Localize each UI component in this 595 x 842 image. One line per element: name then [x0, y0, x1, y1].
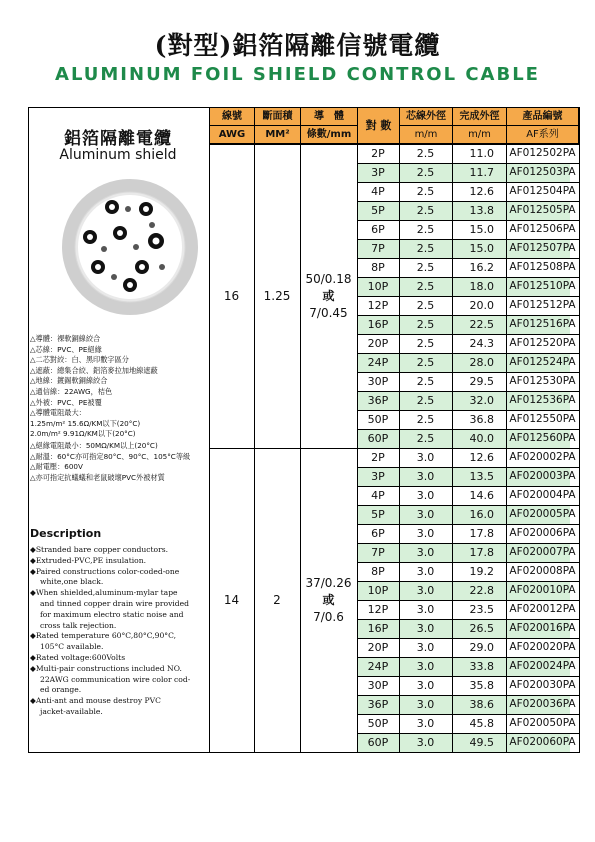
spec-item: △外被：PVC、PE被覆 [30, 397, 102, 407]
core-diameter-cell: 3.0 [416, 451, 435, 464]
outer-diameter-cell: 16.2 [469, 261, 494, 274]
product-code-cell: AF012503PA [509, 166, 576, 178]
grid-line [357, 638, 580, 639]
product-code-cell: AF012502PA [509, 147, 576, 159]
outer-diameter-cell: 35.8 [469, 679, 494, 692]
core-diameter-cell: 2.5 [416, 356, 435, 369]
description-text: white,one black. [40, 577, 104, 587]
grid-line [357, 239, 580, 240]
grid-line [357, 182, 580, 183]
header-mm2-top: 斷面積 [254, 107, 301, 126]
pairs-cell: 30P [367, 375, 389, 388]
description-heading: Description [30, 527, 102, 540]
description-text: jacket-available. [40, 706, 103, 716]
description-text: Stranded bare copper conductors. [35, 545, 169, 554]
pairs-cell: 16P [367, 622, 389, 635]
grid-line [357, 695, 580, 696]
core-diameter-cell: 2.5 [416, 375, 435, 388]
product-code-cell: AF012512PA [509, 299, 576, 311]
description-text: 105°C available. [40, 642, 104, 652]
grid-line [357, 258, 580, 259]
outer-diameter-cell: 45.8 [469, 717, 494, 730]
outer-diameter-cell: 32.0 [469, 394, 494, 407]
description-text: Paired constructions color-coded-one [35, 566, 180, 576]
header-core: m/m [399, 125, 453, 144]
core-diameter-cell: 2.5 [416, 337, 435, 350]
header-code-top: 產品編號 [506, 107, 579, 126]
grid-line [357, 733, 580, 734]
outer-diameter-cell: 11.0 [469, 147, 494, 160]
outer-diameter-cell: 38.6 [469, 698, 494, 711]
pairs-cell: 8P [371, 261, 385, 274]
grid-line [357, 562, 580, 563]
core-diameter-cell: 3.0 [416, 679, 435, 692]
spec-item: △耐電壓：600V [30, 462, 83, 472]
grid-line [357, 220, 580, 221]
core-diameter-cell: 2.5 [416, 147, 435, 160]
product-code-cell: AF020020PA [509, 641, 576, 653]
grid-line [357, 429, 580, 430]
awg-cell: 14 [223, 592, 240, 607]
description-text: When shielded,aluminum-mylar tape [35, 588, 178, 598]
grid-line [254, 107, 255, 752]
outer-diameter-cell: 16.0 [469, 508, 494, 521]
grid-line [357, 714, 580, 715]
grid-line [357, 353, 580, 354]
pairs-cell: 36P [367, 698, 389, 711]
pairs-cell: 2P [371, 451, 385, 464]
outer-diameter-cell: 29.0 [469, 641, 494, 654]
outer-diameter-cell: 26.5 [469, 622, 494, 635]
grid-line [357, 391, 580, 392]
product-code-cell: AF012506PA [509, 223, 576, 235]
spec-item: △絕緣電阻最小：50MΩ/KM以上(20°C) [30, 440, 158, 450]
conductor-spec: 7/0.45 [309, 305, 348, 320]
core-diameter-cell: 2.5 [416, 166, 435, 179]
product-code-cell: AF020050PA [509, 717, 576, 729]
spec-item: △二芯對絞：白、黑印數字區分 [30, 355, 129, 365]
pairs-cell: 24P [367, 660, 389, 673]
description-text: ed orange. [40, 685, 82, 695]
core-diameter-cell: 3.0 [416, 660, 435, 673]
grid-line [357, 505, 580, 506]
product-code-cell: AF020006PA [509, 527, 576, 539]
outer-diameter-cell: 29.5 [469, 375, 494, 388]
grid-line [209, 144, 580, 145]
core-diameter-cell: 2.5 [416, 261, 435, 274]
outer-diameter-cell: 13.5 [469, 470, 494, 483]
product-code-cell: AF020012PA [509, 603, 576, 615]
outer-diameter-cell: 12.6 [469, 185, 494, 198]
pairs-cell: 3P [371, 166, 385, 179]
spec-item: △耐溫：60°C亦可指定80°C、90°C、105°C等級 [30, 451, 191, 461]
pairs-cell: 50P [367, 717, 389, 730]
grid-line [357, 467, 580, 468]
product-code-cell: AF012508PA [509, 261, 576, 273]
header-od-top: 完成外徑 [452, 107, 507, 126]
pairs-cell: 6P [371, 223, 385, 236]
spec-item: △地線：鍍錫軟銅線絞合 [30, 376, 108, 386]
diamond-bullet-icon: ◆ [30, 631, 36, 641]
core-diameter-cell: 3.0 [416, 622, 435, 635]
pairs-cell: 36P [367, 394, 389, 407]
pairs-cell: 30P [367, 679, 389, 692]
description-text: cross talk rejection. [40, 620, 117, 630]
diamond-bullet-icon: ◆ [30, 555, 36, 565]
product-code-cell: AF020003PA [509, 470, 576, 482]
diamond-bullet-icon: ◆ [30, 545, 36, 554]
conductor-cell [300, 448, 357, 752]
header-code: AF系列 [506, 125, 579, 144]
spec-item: △遮蔽：總集合絞、鋁箔麥拉加地線遮蔽 [30, 365, 158, 375]
pairs-cell: 60P [367, 736, 389, 749]
pairs-cell: 5P [371, 204, 385, 217]
pairs-cell: 20P [367, 641, 389, 654]
outer-diameter-cell: 12.6 [469, 451, 494, 464]
description-text: Rated temperature 60°C,80°C,90°C, [35, 631, 177, 641]
core-diameter-cell: 3.0 [416, 489, 435, 502]
pairs-cell: 5P [371, 508, 385, 521]
spec-item: △亦可指定抗蟻蟻和老鼠破壞PVC外被材質 [30, 472, 165, 482]
page-title: (對型)鋁箔隔離信號電纜 [154, 31, 441, 60]
outer-diameter-cell: 23.5 [469, 603, 494, 616]
spec-item: 1.25m/m² 15.6Ω/KM以下(20°C) [30, 418, 141, 428]
product-code-cell: AF012560PA [509, 432, 576, 444]
panel-subtitle: Aluminum shield [59, 147, 177, 163]
product-code-cell: AF012536PA [509, 394, 576, 406]
grid-line [209, 107, 580, 108]
diamond-bullet-icon: ◆ [30, 588, 36, 598]
core-diameter-cell: 3.0 [416, 508, 435, 521]
conductor-spec: 50/0.18 [305, 271, 352, 286]
pairs-cell: 6P [371, 527, 385, 540]
core-diameter-cell: 2.5 [416, 432, 435, 445]
pairs-cell: 10P [367, 584, 389, 597]
core-diameter-cell: 3.0 [416, 470, 435, 483]
grid-line [357, 657, 580, 658]
product-code-cell: AF020036PA [509, 698, 576, 710]
outer-diameter-cell: 13.8 [469, 204, 494, 217]
outer-diameter-cell: 19.2 [469, 565, 494, 578]
product-code-cell: AF020010PA [509, 584, 576, 596]
product-code-cell: AF012507PA [509, 242, 576, 254]
diamond-bullet-icon: ◆ [30, 566, 36, 576]
pairs-cell: 7P [371, 546, 385, 559]
grid-line [357, 676, 580, 677]
header-awg-top: 線號 [209, 107, 255, 126]
pairs-cell: 4P [371, 489, 385, 502]
grid-line [357, 315, 580, 316]
left-panel-border [28, 107, 210, 753]
grid-line [357, 410, 580, 411]
outer-diameter-cell: 15.0 [469, 242, 494, 255]
description-text: and tinned copper drain wire provided [40, 598, 190, 608]
product-code-cell: AF012505PA [509, 204, 576, 216]
product-code-cell: AF020005PA [509, 508, 576, 520]
outer-diameter-cell: 18.0 [469, 280, 494, 293]
diamond-bullet-icon: ◆ [30, 652, 36, 662]
product-code-cell: AF020007PA [509, 546, 576, 558]
core-diameter-cell: 3.0 [416, 717, 435, 730]
product-code-cell: AF020016PA [509, 622, 576, 634]
outer-diameter-cell: 11.7 [469, 166, 494, 179]
product-code-cell: AF012510PA [509, 280, 576, 292]
pairs-cell: 50P [367, 413, 389, 426]
conductor-cell [300, 144, 357, 448]
diamond-bullet-icon: ◆ [30, 696, 36, 706]
grid-line [357, 277, 580, 278]
conductor-spec: 或 [322, 288, 335, 303]
description-text: Anti-ant and mouse destroy PVC [35, 696, 161, 706]
core-diameter-cell: 2.5 [416, 318, 435, 331]
grid-line [357, 163, 580, 164]
outer-diameter-cell: 14.6 [469, 489, 494, 502]
core-diameter-cell: 3.0 [416, 698, 435, 711]
header-core-top: 芯線外徑 [399, 107, 453, 126]
outer-diameter-cell: 33.8 [469, 660, 494, 673]
product-code-cell: AF012516PA [509, 318, 576, 330]
spec-item: △芯線：PVC、PE絕緣 [30, 344, 102, 354]
pairs-cell: 20P [367, 337, 389, 350]
product-code-cell: AF012550PA [509, 413, 576, 425]
pairs-cell: 7P [371, 242, 385, 255]
pairs-cell: 8P [371, 565, 385, 578]
product-code-cell: AF012520PA [509, 337, 576, 349]
awg-cell: 16 [223, 288, 240, 303]
pairs-cell: 4P [371, 185, 385, 198]
pairs-cell: 24P [367, 356, 389, 369]
grid-line [357, 486, 580, 487]
pairs-cell: 60P [367, 432, 389, 445]
pairs-cell: 16P [367, 318, 389, 331]
core-diameter-cell: 3.0 [416, 546, 435, 559]
grid-line [209, 448, 580, 449]
product-code-cell: AF020030PA [509, 679, 576, 691]
spec-item: △通信線：22AWG，桔色 [30, 386, 113, 396]
core-diameter-cell: 2.5 [416, 280, 435, 293]
product-code-cell: AF012504PA [509, 185, 576, 197]
outer-diameter-cell: 36.8 [469, 413, 494, 426]
outer-diameter-cell: 49.5 [469, 736, 494, 749]
outer-diameter-cell: 28.0 [469, 356, 494, 369]
conductor-spec: 37/0.26 [305, 575, 352, 590]
product-code-cell: AF020024PA [509, 660, 576, 672]
description-text: Rated voltage:600Volts [35, 652, 126, 662]
core-diameter-cell: 2.5 [416, 413, 435, 426]
core-diameter-cell: 2.5 [416, 299, 435, 312]
product-code-cell: AF020004PA [509, 489, 576, 501]
outer-diameter-cell: 22.8 [469, 584, 494, 597]
panel-title: 鋁箔隔離電纜 [64, 129, 172, 149]
grid-line [357, 524, 580, 525]
outer-diameter-cell: 20.0 [469, 299, 494, 312]
grid-line [357, 201, 580, 202]
core-diameter-cell: 2.5 [416, 242, 435, 255]
core-diameter-cell: 3.0 [416, 584, 435, 597]
core-diameter-cell: 3.0 [416, 603, 435, 616]
core-diameter-cell: 2.5 [416, 185, 435, 198]
product-code-cell: AF012524PA [509, 356, 576, 368]
core-diameter-cell: 3.0 [416, 527, 435, 540]
grid-line [357, 619, 580, 620]
spec-item: △導體：裸軟銅線絞合 [30, 334, 101, 343]
outer-diameter-cell: 24.3 [469, 337, 494, 350]
pairs-cell: 12P [367, 299, 389, 312]
core-diameter-cell: 3.0 [416, 565, 435, 578]
description-text: for maximum electro static noise and [40, 609, 184, 619]
core-diameter-cell: 3.0 [416, 736, 435, 749]
spec-item: △導體電阻最大： [30, 408, 86, 418]
description-text: 22AWG communication wire color cod- [40, 674, 191, 684]
product-code-cell: AF020002PA [509, 451, 576, 463]
conductor-spec: 7/0.6 [313, 609, 344, 624]
spec-item: 2.0m/m² 9.91Ω/KM以下(20°C) [30, 429, 136, 439]
area-cell: 1.25 [263, 288, 291, 303]
description-text: Multi-pair constructions included NO. [35, 663, 182, 673]
product-code-cell: AF020008PA [509, 565, 576, 577]
grid-line [357, 334, 580, 335]
diamond-bullet-icon: ◆ [30, 663, 36, 673]
grid-line [357, 600, 580, 601]
area-cell: 2 [273, 592, 281, 607]
header-conductor-top: 導 體 [300, 107, 358, 126]
core-diameter-cell: 3.0 [416, 641, 435, 654]
page-subtitle-english: ALUMINUM FOIL SHIELD CONTROL CABLE [55, 64, 540, 85]
pairs-cell: 10P [367, 280, 389, 293]
description-text: Extruded-PVC,PE insulation. [35, 555, 147, 565]
core-diameter-cell: 2.5 [416, 394, 435, 407]
pairs-cell: 2P [371, 147, 385, 160]
outer-diameter-cell: 17.8 [469, 546, 494, 559]
outer-diameter-cell: 40.0 [469, 432, 494, 445]
header-conductor: 條數/mm [300, 125, 358, 144]
outer-diameter-cell: 22.5 [469, 318, 494, 331]
grid-line [357, 296, 580, 297]
header-od: m/m [452, 125, 507, 144]
grid-line [357, 543, 580, 544]
header-mm2: MM² [254, 125, 301, 144]
product-code-cell: AF012530PA [509, 375, 576, 387]
core-diameter-cell: 2.5 [416, 223, 435, 236]
grid-line [300, 107, 301, 752]
pairs-cell: 12P [367, 603, 389, 616]
outer-diameter-cell: 17.8 [469, 527, 494, 540]
conductor-spec: 或 [322, 592, 335, 607]
header-awg: AWG [209, 125, 255, 144]
product-code-cell: AF020060PA [509, 736, 576, 748]
grid-line [357, 581, 580, 582]
grid-line [209, 752, 580, 753]
grid-line [357, 372, 580, 373]
core-diameter-cell: 2.5 [416, 204, 435, 217]
header-pairs: 對 數 [357, 107, 400, 144]
pairs-cell: 3P [371, 470, 385, 483]
outer-diameter-cell: 15.0 [469, 223, 494, 236]
